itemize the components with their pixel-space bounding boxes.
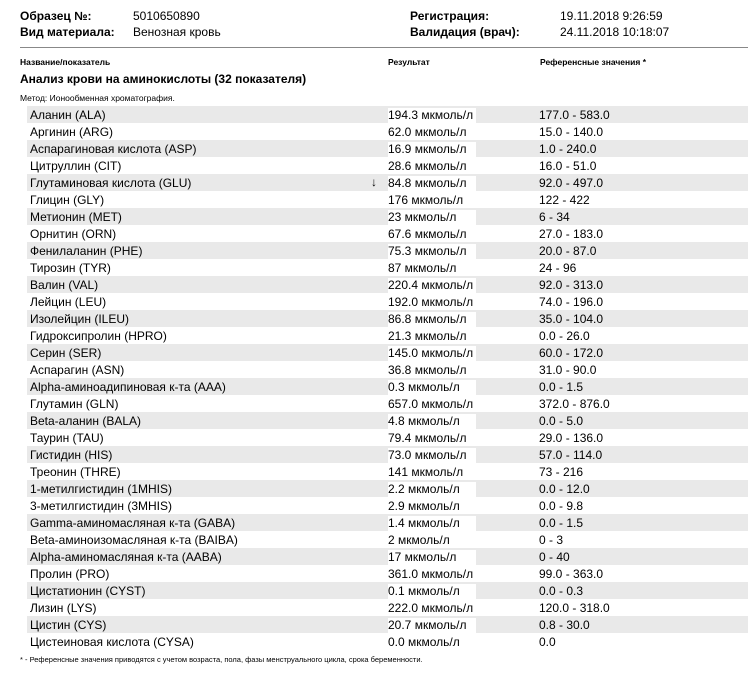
column-header-name: Название/показатель — [20, 57, 111, 67]
row-result: 4.8 мкмоль/л — [388, 414, 476, 430]
row-name: Треонин (THRE) — [30, 465, 121, 479]
row-name: Цистин (CYS) — [30, 618, 107, 632]
table-row — [27, 123, 748, 140]
table-row — [27, 225, 748, 242]
row-reference: 57.0 - 114.0 — [539, 448, 603, 462]
row-name: Beta-аланин (BALA) — [30, 414, 141, 428]
row-name: Цистеиновая кислота (CYSA) — [30, 635, 194, 649]
row-reference: 31.0 - 90.0 — [539, 363, 597, 377]
row-result: 21.3 мкмоль/л — [388, 329, 476, 345]
footnote: * - Референсные значения приводятся с учетом возраста, пола, фазы менструального цикла, срока беременности. — [20, 655, 423, 664]
row-result: 73.0 мкмоль/л — [388, 448, 476, 464]
sample-number: 5010650890 — [133, 9, 200, 23]
table-row — [27, 361, 748, 378]
table-row — [27, 259, 748, 276]
row-name: Метионин (MET) — [30, 210, 122, 224]
table-row — [27, 616, 748, 633]
row-name: Тирозин (TYR) — [30, 261, 111, 275]
row-reference: 0.8 - 30.0 — [539, 618, 590, 632]
row-result: 86.8 мкмоль/л — [388, 312, 476, 328]
row-name: Аспарагиновая кислота (ASP) — [30, 142, 197, 156]
table-row — [27, 412, 748, 429]
validation-date: 24.11.2018 10:18:07 — [560, 25, 670, 39]
row-result: 84.8 мкмоль/л — [388, 176, 476, 192]
row-reference: 99.0 - 363.0 — [539, 567, 604, 581]
row-result: 176 мкмоль/л — [388, 193, 476, 209]
results-table — [27, 106, 748, 650]
row-name: Лейцин (LEU) — [30, 295, 107, 309]
row-name: Цистатионин (CYST) — [30, 584, 146, 598]
validation-label: Валидация (врач): — [410, 25, 520, 39]
table-row — [27, 106, 748, 123]
row-reference: 122 - 422 — [539, 193, 590, 207]
row-result: 2.2 мкмоль/л — [388, 482, 476, 498]
row-name: Гистидин (HIS) — [30, 448, 113, 462]
row-reference: 73 - 216 — [539, 465, 584, 479]
row-name: Beta-аминоизомасляная к-та (BAIBA) — [30, 533, 238, 547]
material-value: Венозная кровь — [133, 25, 221, 39]
row-reference: 27.0 - 183.0 — [539, 227, 604, 241]
row-name: Аргинин (ARG) — [30, 125, 114, 139]
row-reference: 74.0 - 196.0 — [539, 295, 604, 309]
row-result: 0.0 мкмоль/л — [388, 635, 476, 651]
row-name: Изолейцин (ILEU) — [30, 312, 129, 326]
low-flag-icon: ↓ — [371, 175, 377, 189]
row-name: Серин (SER) — [30, 346, 102, 360]
method-note: Метод: Ионообменная хроматография. — [20, 93, 175, 103]
row-name: Лизин (LYS) — [30, 601, 97, 615]
row-result: 2 мкмоль/л — [388, 533, 476, 549]
row-result: 361.0 мкмоль/л — [388, 567, 476, 583]
row-reference: 0.0 - 0.3 — [539, 584, 584, 598]
row-name: Аланин (ALA) — [30, 108, 106, 122]
row-name: Валин (VAL) — [30, 278, 99, 292]
table-row — [27, 174, 748, 191]
row-result: 16.9 мкмоль/л — [388, 142, 476, 158]
row-name: 3-метилгистидин (3MHIS) — [30, 499, 173, 513]
table-row — [27, 429, 748, 446]
row-result: 67.6 мкмоль/л — [388, 227, 476, 243]
row-reference: 0.0 - 1.5 — [539, 516, 584, 530]
table-row — [27, 208, 748, 225]
row-result: 222.0 мкмоль/л — [388, 601, 476, 617]
table-row — [27, 514, 748, 531]
row-result: 2.9 мкмоль/л — [388, 499, 476, 515]
row-result: 145.0 мкмоль/л — [388, 346, 476, 362]
row-result: 20.7 мкмоль/л — [388, 618, 476, 634]
row-reference: 1.0 - 240.0 — [539, 142, 597, 156]
row-result: 0.3 мкмоль/л — [388, 380, 476, 396]
table-row — [27, 531, 748, 548]
row-reference: 0.0 - 1.5 — [539, 380, 584, 394]
row-reference: 92.0 - 497.0 — [539, 176, 604, 190]
table-row — [27, 582, 748, 599]
row-reference: 15.0 - 140.0 — [539, 125, 604, 139]
table-row — [27, 293, 748, 310]
table-row — [27, 497, 748, 514]
table-row — [27, 191, 748, 208]
row-reference: 29.0 - 136.0 — [539, 431, 604, 445]
row-name: Глицин (GLY) — [30, 193, 105, 207]
row-result: 62.0 мкмоль/л — [388, 125, 476, 141]
row-name: Пролин (PRO) — [30, 567, 110, 581]
row-result: 0.1 мкмоль/л — [388, 584, 476, 600]
row-name: Глутамин (GLN) — [30, 397, 119, 411]
row-result: 220.4 мкмоль/л — [388, 278, 476, 294]
column-header-reference: Референсные значения * — [540, 57, 647, 67]
row-result: 657.0 мкмоль/л — [388, 397, 476, 413]
row-result: 194.3 мкмоль/л — [388, 108, 476, 124]
row-reference: 120.0 - 318.0 — [539, 601, 610, 615]
row-name: 1-метилгистидин (1MHIS) — [30, 482, 173, 496]
row-reference: 0.0 - 12.0 — [539, 482, 590, 496]
row-name: Таурин (TAU) — [30, 431, 104, 445]
row-result: 192.0 мкмоль/л — [388, 295, 476, 311]
header-divider — [20, 47, 748, 48]
row-name: Глутаминовая кислота (GLU) — [30, 176, 192, 190]
analysis-title: Анализ крови на аминокислоты (32 показателя) — [20, 72, 307, 86]
row-reference: 60.0 - 172.0 — [539, 346, 604, 360]
table-row — [27, 463, 748, 480]
table-row — [27, 548, 748, 565]
row-reference: 24 - 96 — [539, 261, 577, 275]
row-result: 79.4 мкмоль/л — [388, 431, 476, 447]
table-row — [27, 599, 748, 616]
row-name: Цитруллин (CIT) — [30, 159, 122, 173]
table-row — [27, 565, 748, 582]
row-reference: 0.0 — [539, 635, 556, 649]
registration-label: Регистрация: — [410, 9, 490, 23]
table-row — [27, 327, 748, 344]
row-name: Аспарагин (ASN) — [30, 363, 125, 377]
row-name: Фенилаланин (PHE) — [30, 244, 143, 258]
material-label: Вид материала: — [20, 25, 115, 39]
registration-date: 19.11.2018 9:26:59 — [560, 9, 663, 23]
table-row — [27, 310, 748, 327]
row-reference: 372.0 - 876.0 — [539, 397, 610, 411]
row-result: 141 мкмоль/л — [388, 465, 476, 481]
row-result: 36.8 мкмоль/л — [388, 363, 476, 379]
row-result: 1.4 мкмоль/л — [388, 516, 476, 532]
table-row — [27, 344, 748, 361]
row-result: 87 мкмоль/л — [388, 261, 476, 277]
row-result: 75.3 мкмоль/л — [388, 244, 476, 260]
row-name: Гидроксипролин (HPRO) — [30, 329, 167, 343]
row-result: 28.6 мкмоль/л — [388, 159, 476, 175]
row-name: Gamma-аминомасляная к-та (GABA) — [30, 516, 236, 530]
table-row — [27, 276, 748, 293]
row-reference: 0.0 - 9.8 — [539, 499, 584, 513]
row-reference: 177.0 - 583.0 — [539, 108, 610, 122]
row-reference: 0 - 40 — [539, 550, 570, 564]
sample-label: Образец №: — [20, 9, 92, 23]
row-reference: 20.0 - 87.0 — [539, 244, 597, 258]
row-reference: 35.0 - 104.0 — [539, 312, 604, 326]
column-header-result: Результат — [388, 57, 430, 67]
table-row — [27, 480, 748, 497]
table-row — [27, 395, 748, 412]
table-row — [27, 378, 748, 395]
row-result: 23 мкмоль/л — [388, 210, 476, 226]
table-row — [27, 446, 748, 463]
row-result: 17 мкмоль/л — [388, 550, 476, 566]
row-name: Alpha-аминомасляная к-та (AABA) — [30, 550, 222, 564]
table-row — [27, 157, 748, 174]
row-reference: 92.0 - 313.0 — [539, 278, 604, 292]
row-reference: 0.0 - 26.0 — [539, 329, 590, 343]
row-reference: 0 - 3 — [539, 533, 564, 547]
row-reference: 0.0 - 5.0 — [539, 414, 584, 428]
table-row — [27, 140, 748, 157]
table-row — [27, 633, 748, 650]
row-name: Орнитин (ORN) — [30, 227, 117, 241]
row-name: Alpha-аминоадипиновая к-та (AAA) — [30, 380, 226, 394]
row-reference: 6 - 34 — [539, 210, 570, 224]
table-row — [27, 242, 748, 259]
row-reference: 16.0 - 51.0 — [539, 159, 597, 173]
